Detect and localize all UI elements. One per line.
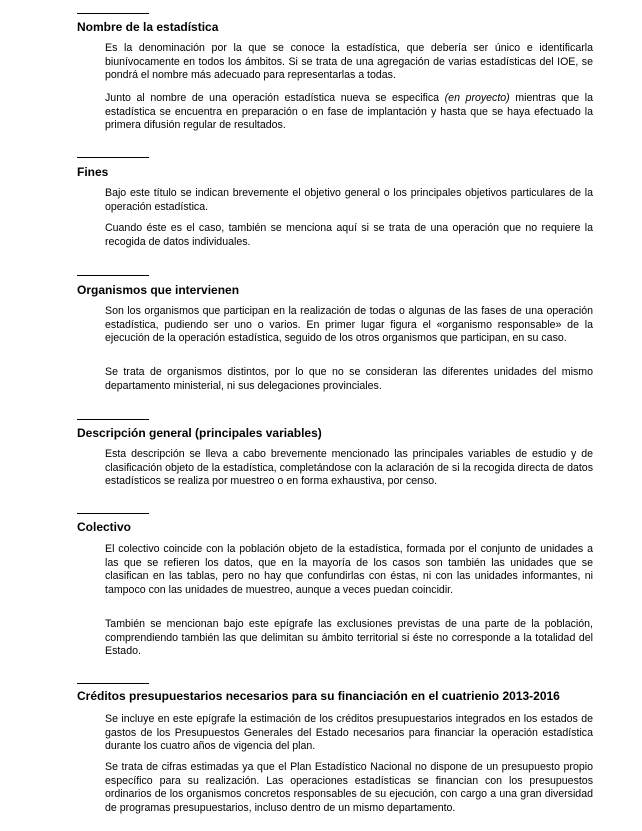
section-rule <box>77 683 149 684</box>
paragraph-text: mientras que la estadística se encuentra en preparación o en fase de implantación y hasta que se haya efectuado la primera difusión regular de resultados. <box>105 92 593 131</box>
section-paragraph: El colectivo coincide con la población objeto de la estadística, formada por el conjunto de unidades a las que se refieren los datos, que en la mayoría de los casos son también las unidades que se clasifican en las tablas, pero no hay que confundirlas con éstas, ni con las unidades informantes, ni tampoco con las unidades de muestreo, aunque a veces puedan coincidir. <box>105 543 593 596</box>
paragraph-emphasis: (en proyecto) <box>444 92 510 104</box>
section-heading: Nombre de la estadística <box>77 20 219 34</box>
section-paragraph: Se incluye en este epígrafe la estimación de los créditos presupuestarios integrados en los estados de gastos de los Presupuestos Generales del Estado necesarios para financiar la operación estadística durante los cuatro años de vigencia del plan. <box>105 713 593 752</box>
section-rule <box>77 275 149 276</box>
section-paragraph <box>105 92 593 133</box>
section-paragraph: Bajo este título se indican brevemente el objetivo general o los principales objetivos particulares de la operación estadística. <box>105 187 593 213</box>
section-paragraph: Son los organismos que participan en la realización de todas o algunas de las fases de una operación estadística, pudiendo ser uno o varios. En primer lugar figura el «organismo responsable» de la ejecución de la operación estadística, seguido de los otros organismos que participan, en su caso. <box>105 305 593 344</box>
section-paragraph: También se mencionan bajo este epígrafe las exclusiones previstas de una parte de la población, comprendiendo también las que delimitan su ámbito territorial si éste no corresponde a la totalidad del Estado. <box>105 618 593 657</box>
paragraph-text: Junto al nombre de una operación estadística nueva se especifica <box>105 92 445 104</box>
section-paragraph: Es la denominación por la que se conoce la estadística, que debería ser único e identificarla biunívocamente en todos los ámbitos. Si se trata de una agregación de varias estadísticas del IOE, se pondrá el nombre más adecuado para representarlas a todas. <box>105 42 593 81</box>
section-rule <box>77 157 149 158</box>
section-paragraph: Esta descripción se lleva a cabo brevemente mencionado las principales variables de estudio y de clasificación objeto de la estadística, completándose con la aclaración de si la recogida directa de datos estadísticos se realiza por muestreo o en forma exhaustiva, por censo. <box>105 448 593 487</box>
section-rule <box>77 513 149 514</box>
section-paragraph: Se trata de cifras estimadas ya que el Plan Estadístico Nacional no dispone de un presupuesto propio específico para su realización. Las operaciones estadísticas se financian con los presupuestos ordinarios de los organismos concretos responsables de su ejecución, con cargo a una gran diversidad de programas presupuestarios, incluso dentro de un mismo departamento. <box>105 761 593 814</box>
section-rule <box>77 419 149 420</box>
section-heading: Colectivo <box>77 520 132 534</box>
section-paragraph: Cuando éste es el caso, también se menciona aquí si se trata de una operación que no requiere la recogida de datos individuales. <box>105 222 593 248</box>
section-heading: Fines <box>77 165 109 179</box>
section-paragraph: Se trata de organismos distintos, por lo que no se consideran las diferentes unidades del mismo departamento ministerial, ni sus delegaciones provinciales. <box>105 366 593 392</box>
section-rule <box>77 13 149 14</box>
section-heading: Créditos presupuestarios necesarios para su financiación en el cuatrienio 2013-2016 <box>77 689 560 703</box>
section-heading: Organismos que intervienen <box>77 283 240 297</box>
section-heading: Descripción general (principales variables) <box>77 426 322 440</box>
